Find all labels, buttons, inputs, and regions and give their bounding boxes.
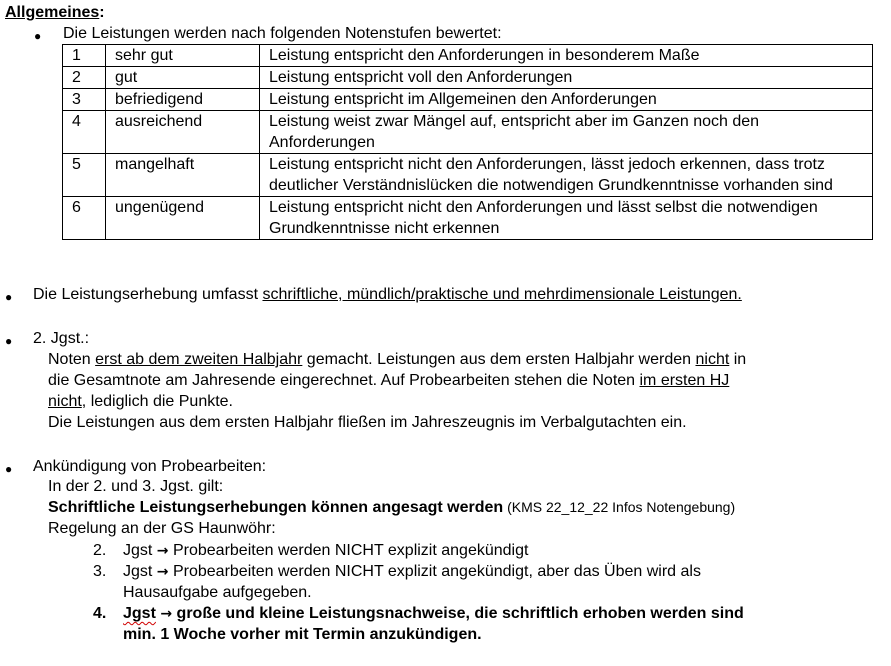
grade-description: Leistung entspricht nicht den Anforderungen und lässt selbst die notwendigen Grundkenntnisse nicht erkennen (260, 197, 873, 240)
grade-description: Leistung weist zwar Mängel auf, entspricht aber im Ganzen noch den Anforderungen (260, 111, 873, 154)
grade-label: ausreichend (106, 111, 260, 154)
bullet-icon: ● (5, 462, 13, 476)
section-heading: Allgemeines: (5, 4, 105, 21)
jgst2-line-4: Die Leistungen aus dem ersten Halbjahr fließen im Jahreszeugnis im Verbalgutachten ein. (48, 414, 687, 431)
bullet-icon: ● (5, 334, 13, 348)
grade-number: 1 (63, 45, 106, 67)
grade-description: Leistung entspricht voll den Anforderungen (260, 67, 873, 89)
ankuendigung-line-1: In der 2. und 3. Jgst. gilt: (48, 478, 224, 495)
regelung-label: Regelung an der GS Haunwöhr: (48, 520, 276, 537)
grading-table (62, 44, 873, 240)
bullet-icon: ● (34, 29, 42, 43)
table-row (63, 45, 873, 67)
section-heading-title: Allgemeines (5, 4, 100, 21)
list-item-num: 2. (93, 542, 107, 559)
grade-description: Leistung entspricht nicht den Anforderungen, lässt jedoch erkennen, dass trotz deutlicher Verständnislücken die notwendigen Grundkenntnisse vorhanden sind (260, 154, 873, 197)
ankuendigung-title: Ankündigung von Probearbeiten: (33, 458, 267, 475)
grade-label: sehr gut (106, 45, 260, 67)
grade-number: 5 (63, 154, 106, 197)
leistungserhebung-text: Die Leistungserhebung umfasst schriftliche, mündlich/praktische und mehrdimensionale Leistungen. (33, 286, 742, 303)
list-item-num: 4. (93, 605, 107, 622)
table-row (63, 197, 873, 240)
jgst2-line-2: die Gesamtnote am Jahresende eingerechnet. Auf Probearbeiten stehen die Noten im ersten HJ (48, 372, 730, 389)
arrow-right-icon: → (160, 606, 173, 622)
grade-label: befriedigend (106, 89, 260, 111)
grade-description: Leistung entspricht den Anforderungen in besonderem Maße (260, 45, 873, 67)
list-item: Jgst → Probearbeiten werden NICHT explizit angekündigt, aber das Üben wird als (123, 563, 701, 580)
list-item-num: 3. (93, 563, 107, 580)
grade-number: 3 (63, 89, 106, 111)
table-row (63, 89, 873, 111)
grade-label: gut (106, 67, 260, 89)
list-item-continuation: min. 1 Woche vorher mit Termin anzukündigen. (123, 626, 482, 643)
table-row (63, 67, 873, 89)
grading-intro: Die Leistungen werden nach folgenden Notenstufen bewertet: (63, 25, 502, 42)
ankuendigung-rule: Schriftliche Leistungserhebungen können angesagt werden (KMS 22_12_22 Infos Notengebung) (48, 499, 736, 516)
table-row (63, 111, 873, 154)
jgst2-line-1: Noten erst ab dem zweiten Halbjahr gemacht. Leistungen aus dem ersten Halbjahr werden nicht in (48, 351, 747, 368)
grade-number: 4 (63, 111, 106, 154)
bullet-icon: ● (5, 290, 13, 304)
list-item-continuation: Hausaufgabe aufgegeben. (123, 584, 312, 601)
grade-description: Leistung entspricht im Allgemeinen den Anforderungen (260, 89, 873, 111)
arrow-right-icon: → (156, 543, 169, 559)
arrow-right-icon: → (156, 564, 169, 580)
jgst2-title: 2. Jgst.: (33, 330, 90, 347)
list-item: Jgst → Probearbeiten werden NICHT explizit angekündigt (123, 542, 529, 559)
grade-number: 6 (63, 197, 106, 240)
list-item: Jgst → große und kleine Leistungsnachweise, die schriftlich erhoben werden sind (123, 605, 744, 622)
grade-label: ungenügend (106, 197, 260, 240)
jgst2-line-3: nicht, lediglich die Punkte. (48, 393, 233, 410)
table-row (63, 154, 873, 197)
grade-number: 2 (63, 67, 106, 89)
grade-label: mangelhaft (106, 154, 260, 197)
